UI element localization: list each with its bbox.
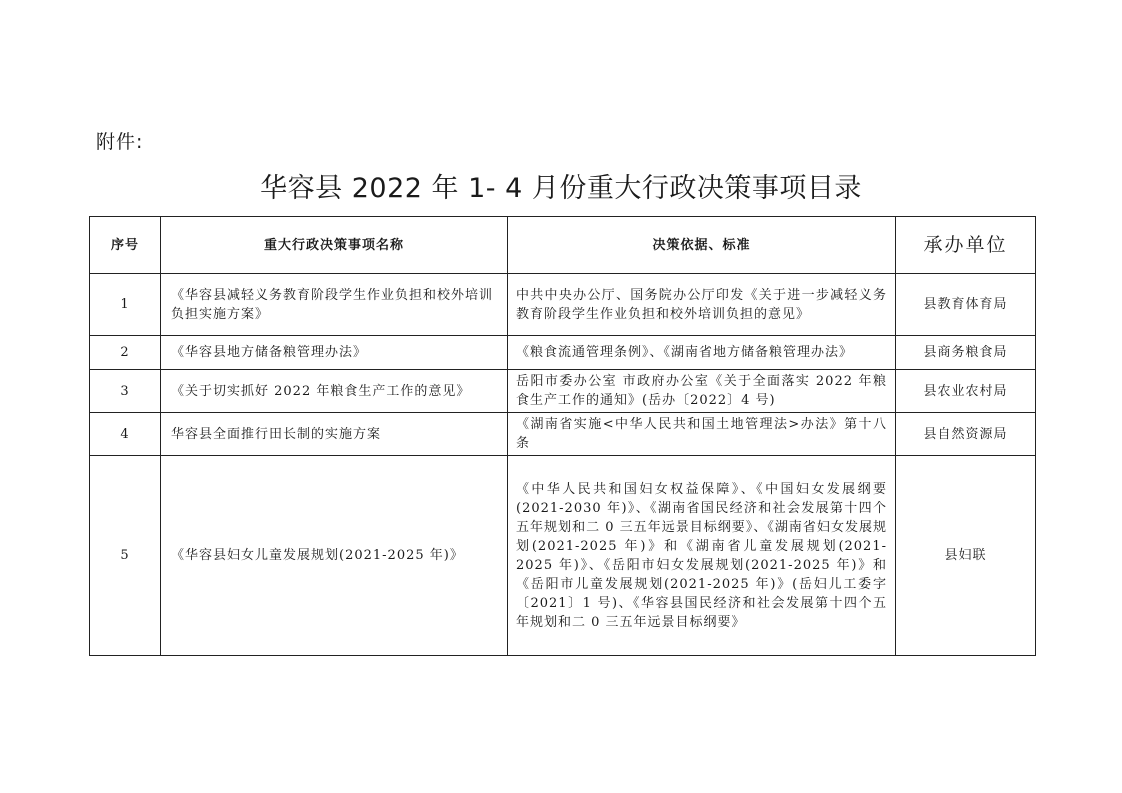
decision-table <box>89 216 1036 656</box>
row-no: 2 <box>90 336 161 370</box>
row-name: 《关于切实抓好 2022 年粮食生产工作的意见》 <box>161 370 508 413</box>
row-basis: 《湖南省实施<中华人民共和国土地管理法>办法》第十八条 <box>508 413 896 456</box>
header-basis: 决策依据、标准 <box>508 217 896 274</box>
row-name: 《华容县妇女儿童发展规划(2021-2025 年)》 <box>161 456 508 656</box>
row-no: 5 <box>90 456 161 656</box>
table-row <box>90 274 1036 336</box>
row-name: 华容县全面推行田长制的实施方案 <box>161 413 508 456</box>
row-no: 1 <box>90 274 161 336</box>
row-basis: 《粮食流通管理条例》、《湖南省地方储备粮管理办法》 <box>508 336 896 370</box>
row-unit: 县农业农村局 <box>896 370 1036 413</box>
row-name: 《华容县减轻义务教育阶段学生作业负担和校外培训负担实施方案》 <box>161 274 508 336</box>
attachment-label: 附件: <box>96 131 144 153</box>
header-unit: 承办单位 <box>896 217 1036 274</box>
document-title: 华容县 2022 年 1- 4 月份重大行政决策事项目录 <box>260 173 862 204</box>
row-basis: 中共中央办公厅、国务院办公厅印发《关于进一步减轻义务教育阶段学生作业负担和校外培训负担的意见》 <box>508 274 896 336</box>
table-row <box>90 456 1036 656</box>
row-unit: 县自然资源局 <box>896 413 1036 456</box>
row-unit: 县商务粮食局 <box>896 336 1036 370</box>
row-no: 3 <box>90 370 161 413</box>
header-no: 序号 <box>90 217 161 274</box>
table-row <box>90 413 1036 456</box>
row-unit: 县妇联 <box>896 456 1036 656</box>
row-basis: 岳阳市委办公室 市政府办公室《关于全面落实 2022 年粮食生产工作的通知》(岳办〔2022〕4 号) <box>508 370 896 413</box>
row-unit: 县教育体育局 <box>896 274 1036 336</box>
table-row <box>90 336 1036 370</box>
row-no: 4 <box>90 413 161 456</box>
table-header-row <box>90 217 1036 274</box>
row-name: 《华容县地方储备粮管理办法》 <box>161 336 508 370</box>
row-basis: 《中华人民共和国妇女权益保障》、《中国妇女发展纲要(2021-2030 年)》、《湖南省国民经济和社会发展第十四个五年规划和二 0 三五年远景目标纲要》、《湖南省妇女发展规划(2021-2025 年)》和《湖南省儿童发展规划(2021-2025 年)》、《岳阳市妇女发展规划(2021-2025 年)》和《岳阳市儿童发展规划(2021-2025 年)》(岳妇儿工委字〔2021〕1 号)、《华容县国民经济和社会发展第十四个五年规划和二 0 三五年远景目标纲要》 <box>508 456 896 656</box>
header-name: 重大行政决策事项名称 <box>161 217 508 274</box>
table-row <box>90 370 1036 413</box>
